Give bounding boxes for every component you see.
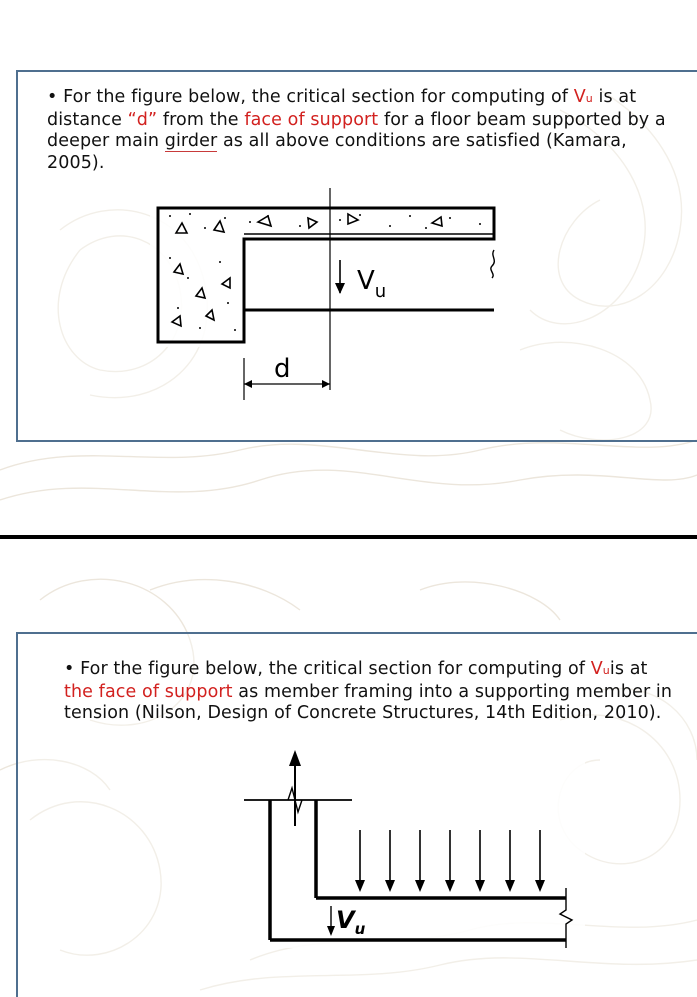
text-segment: is at distance [47, 87, 637, 130]
text-segment: from the [157, 109, 245, 130]
text-segment: For the figure below, the critical section for computing of [74, 659, 591, 679]
slide-divider [0, 535, 697, 539]
d-dimension-label: d [274, 354, 291, 384]
vu-symbol: V [573, 87, 586, 107]
tension-support-figure [240, 748, 585, 948]
girder-underlined: girder [164, 131, 218, 151]
text-segment: as all above conditions are satisfied (Kamara, 2005). [47, 131, 627, 173]
bullet-marker: • [64, 659, 75, 679]
text-segment: as member framing into a supporting member in tension (Nilson, Design of Concrete Structures, 14th Edition, 2010). [64, 681, 673, 723]
d-highlight: “d” [127, 109, 158, 130]
vu-symbol: V [590, 659, 603, 679]
vu-subscript: u [602, 664, 610, 677]
slide-1-bullet-text [47, 87, 672, 174]
vu-subscript: u [585, 92, 593, 105]
slide-2-bullet-text [64, 659, 674, 725]
text-segment: is at [609, 659, 648, 679]
bullet-marker: • [47, 87, 58, 107]
text-segment: For the figure below, the critical section for computing of [57, 87, 574, 107]
face-of-support-highlight: face of support [244, 109, 379, 130]
vu-figure-label: $V_u$ [357, 266, 387, 302]
face-of-support-highlight: the face of support [64, 681, 233, 702]
beam-girder-figure [150, 188, 510, 408]
text-segment: for a floor beam supported by a deeper main [47, 109, 666, 151]
vu-figure-label: $V_u$ [336, 906, 366, 938]
